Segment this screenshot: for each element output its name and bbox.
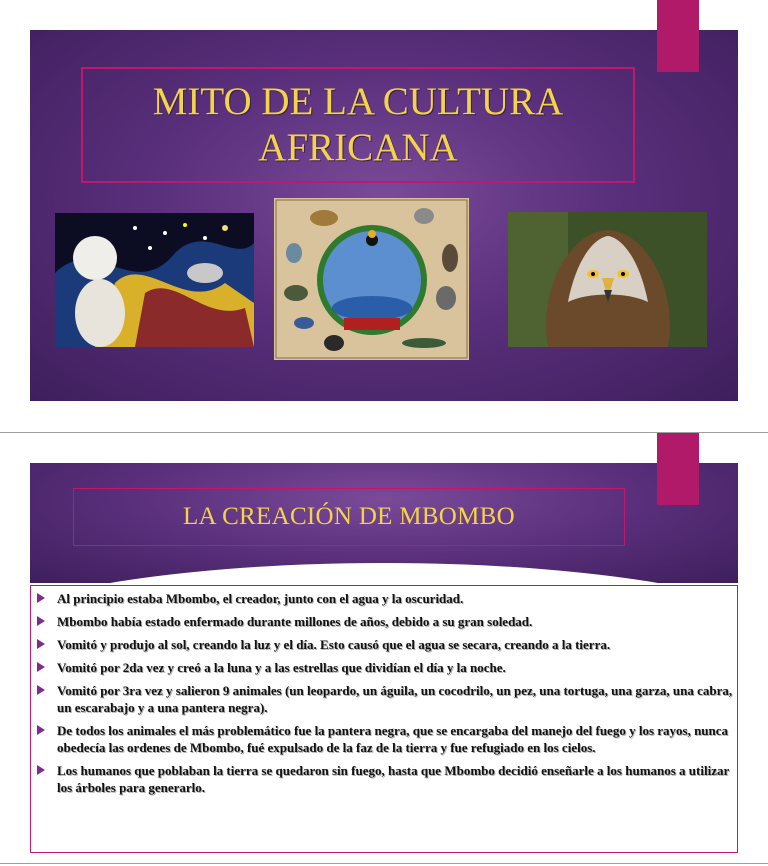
arrow-bullet-icon: [37, 593, 45, 603]
slide-2-title: LA CREACIÓN DE MBOMBO: [182, 503, 516, 530]
slide-divider: [0, 432, 768, 433]
arrow-bullet-icon: [37, 639, 45, 649]
arrow-bullet-icon: [37, 765, 45, 775]
list-item: Vomitó y produjo al sol, creando la luz y el día. Esto causó que el agua se secara, creando a la tierra.: [35, 636, 735, 653]
accent-tab: [657, 0, 699, 72]
creation-map: [274, 198, 469, 360]
list-item: Los humanos que poblaban la tierra se quedaron sin fuego, hasta que Mbombo decidió enseñarle a los humanos a utilizar los árboles para generarlo.: [35, 762, 735, 796]
arrow-bullet-icon: [37, 725, 45, 735]
eagle-photo: [508, 212, 707, 347]
arrow-bullet-icon: [37, 662, 45, 672]
slide-1-title: MITO DE LA CULTURA AFRICANA: [152, 80, 564, 169]
eagle-image: [508, 212, 707, 347]
painting-image: [55, 213, 254, 347]
list-item: Vomitó por 3ra vez y salieron 9 animales (un leopardo, un águila, un cocodrilo, un pez, una tortuga, una garza, una cabra, un escarabajo y a una pantera negra).: [35, 682, 735, 716]
bottom-divider: [0, 863, 768, 864]
arrow-bullet-icon: [37, 616, 45, 626]
illustrated-chart-image: [274, 198, 469, 360]
mythology-illustration: [55, 213, 254, 347]
title-box: [81, 67, 635, 183]
list-item: Vomitó por 2da vez y creó a la luna y a las estrellas que dividían el día y la noche.: [35, 659, 735, 676]
arrow-bullet-icon: [37, 685, 45, 695]
list-item: Al principio estaba Mbombo, el creador, junto con el agua y la oscuridad.: [35, 590, 735, 607]
list-item: Mbombo había estado enfermado durante millones de años, debido a su gran soledad.: [35, 613, 735, 630]
header-curve: [30, 563, 738, 583]
content-list: [35, 590, 735, 802]
accent-tab-2: [657, 433, 699, 505]
title-box-2: [73, 488, 625, 546]
list-item: De todos los animales el más problemático fue la pantera negra, que se encargaba del manejo del fuego y los rayos, nunca obedecía las ordenes de Mbombo, fué expulsado de la faz de la tierra y fue refugiado en los cielos.: [35, 722, 735, 756]
